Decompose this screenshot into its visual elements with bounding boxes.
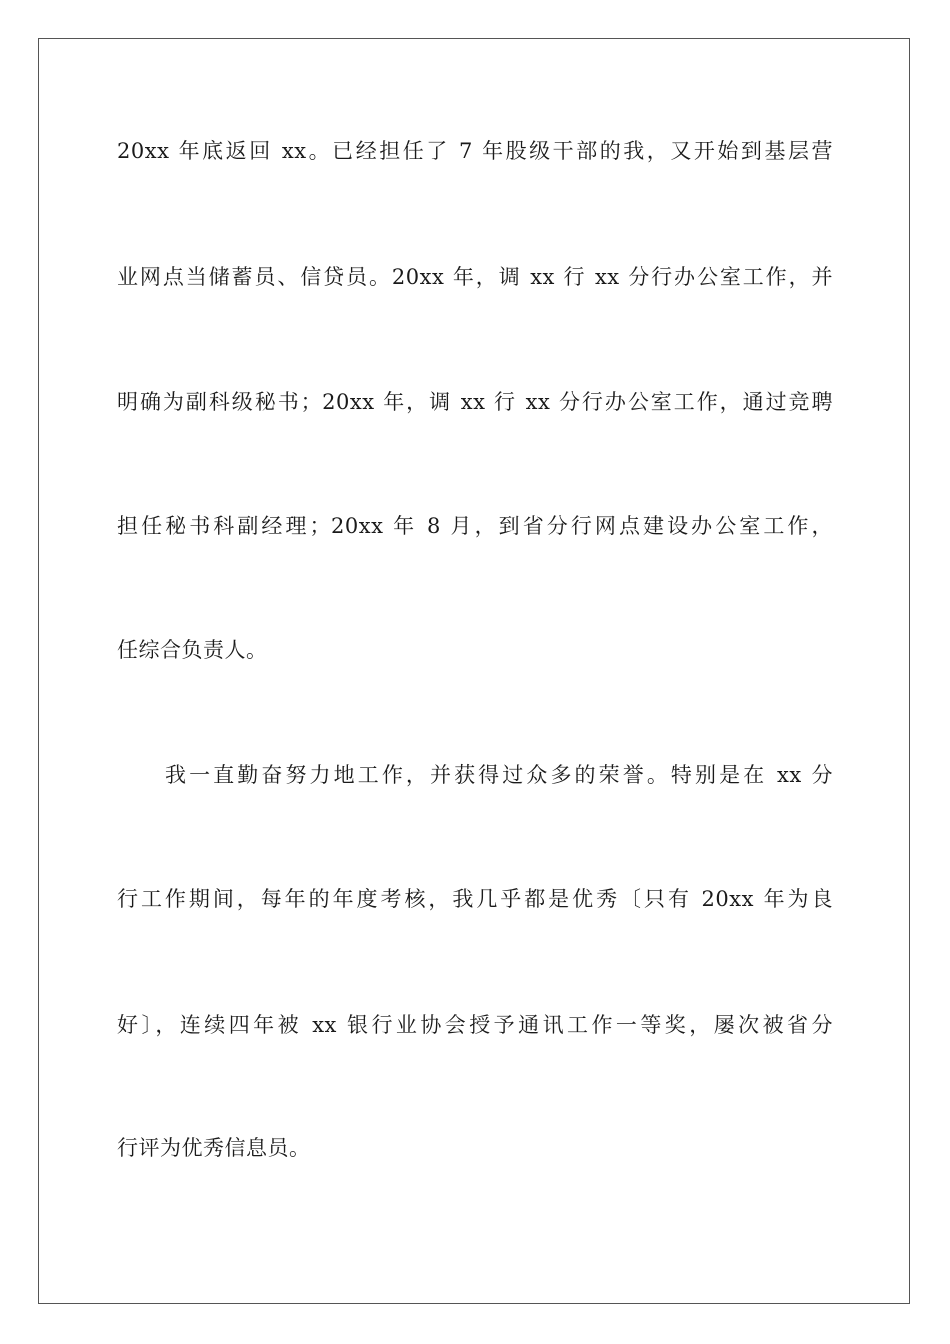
paragraph-2-line-1: 我一直勤奋努力地工作，并获得过众多的荣誉。特别是在 xx 分 xyxy=(165,763,833,787)
paragraph-2-line-2: 行工作期间，每年的年度考核，我几乎都是优秀〔只有 20xx 年为良 xyxy=(117,887,833,911)
paragraph-2-line-3: 好〕，连续四年被 xx 银行业协会授予通讯工作一等奖，屡次被省分 xyxy=(117,1013,833,1037)
paragraph-1-line-1: 20xx 年底返回 xx。已经担任了 7 年股级干部的我，又开始到基层营 xyxy=(117,139,833,163)
paragraph-2-line-4: 行评为优秀信息员。 xyxy=(117,1136,311,1160)
page-frame xyxy=(38,38,910,1304)
paragraph-1-line-4: 担任秘书科副经理；20xx 年 8 月，到省分行网点建设办公室工作， xyxy=(117,514,833,538)
paragraph-1-line-2: 业网点当储蓄员、信贷员。20xx 年，调 xx 行 xx 分行办公室工作，并 xyxy=(117,265,833,289)
paragraph-1-line-3: 明确为副科级秘书；20xx 年，调 xx 行 xx 分行办公室工作，通过竞聘 xyxy=(117,390,833,414)
paragraph-1-line-5: 任综合负责人。 xyxy=(117,638,268,662)
